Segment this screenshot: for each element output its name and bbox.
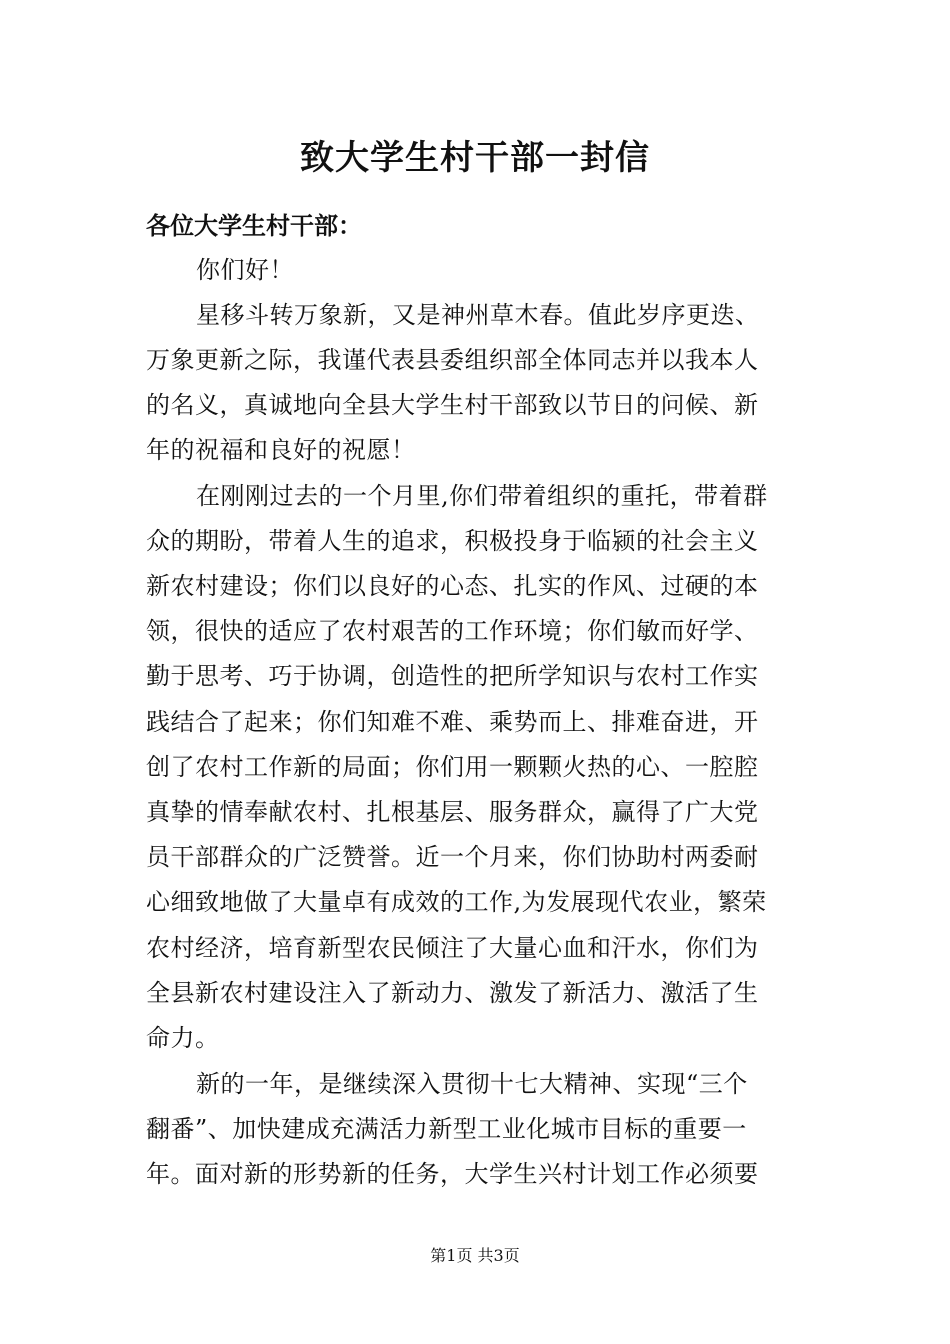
body-line: 众的期盼，带着人生的追求，积极投身于临颍的社会主义 — [146, 527, 759, 555]
page-title: 致大学生村干部一封信 — [300, 138, 650, 178]
page-footer: 第1页 共3页 — [430, 1246, 520, 1265]
body-line: 年的祝福和良好的祝愿！ — [146, 436, 416, 464]
body-line: 万象更新之际，我谨代表县委组织部全体同志并以我本人 — [146, 346, 759, 374]
body-line: 农村经济，培育新型农民倾注了大量心血和汗水，你们为 — [146, 934, 759, 962]
body-line: 领，很快的适应了农村艰苦的工作环境；你们敏而好学、 — [146, 617, 759, 645]
body-line: 的名义，真诚地向全县大学生村干部致以节日的问候、新 — [146, 391, 759, 419]
body-line: 在刚刚过去的一个月里,你们带着组织的重托，带着群 — [196, 482, 768, 510]
body-line: 翻番”、加快建成充满活力新型工业化城市目标的重要一 — [146, 1115, 747, 1143]
body-line: 全县新农村建设注入了新动力、激发了新活力、激活了生 — [146, 979, 759, 1007]
body-line: 年。面对新的形势新的任务，大学生兴村计划工作必须要 — [146, 1160, 759, 1188]
body-line: 新的一年，是继续深入贯彻十七大精神、实现“三个 — [196, 1070, 748, 1098]
body-line: 星移斗转万象新，又是神州草木春。值此岁序更迭、 — [196, 301, 760, 329]
salutation: 各位大学生村干部： — [146, 211, 362, 240]
body-line: 创了农村工作新的局面；你们用一颗颗火热的心、一腔腔 — [146, 753, 759, 781]
body-line: 勤于思考、巧于协调，创造性的把所学知识与农村工作实 — [146, 662, 759, 690]
body-line: 真挚的情奉献农村、扎根基层、服务群众，赢得了广大党 — [146, 798, 759, 826]
body-line: 心细致地做了大量卓有成效的工作,为发展现代农业，繁荣 — [146, 888, 767, 916]
body-line: 你们好！ — [196, 256, 294, 284]
body-line: 员干部群众的广泛赞誉。近一个月来，你们协助村两委耐 — [146, 843, 759, 871]
body-line: 践结合了起来；你们知难不难、乘势而上、排难奋进，开 — [146, 708, 759, 736]
body-line: 命力。 — [146, 1024, 220, 1052]
body-line: 新农村建设；你们以良好的心态、扎实的作风、过硬的本 — [146, 572, 759, 600]
